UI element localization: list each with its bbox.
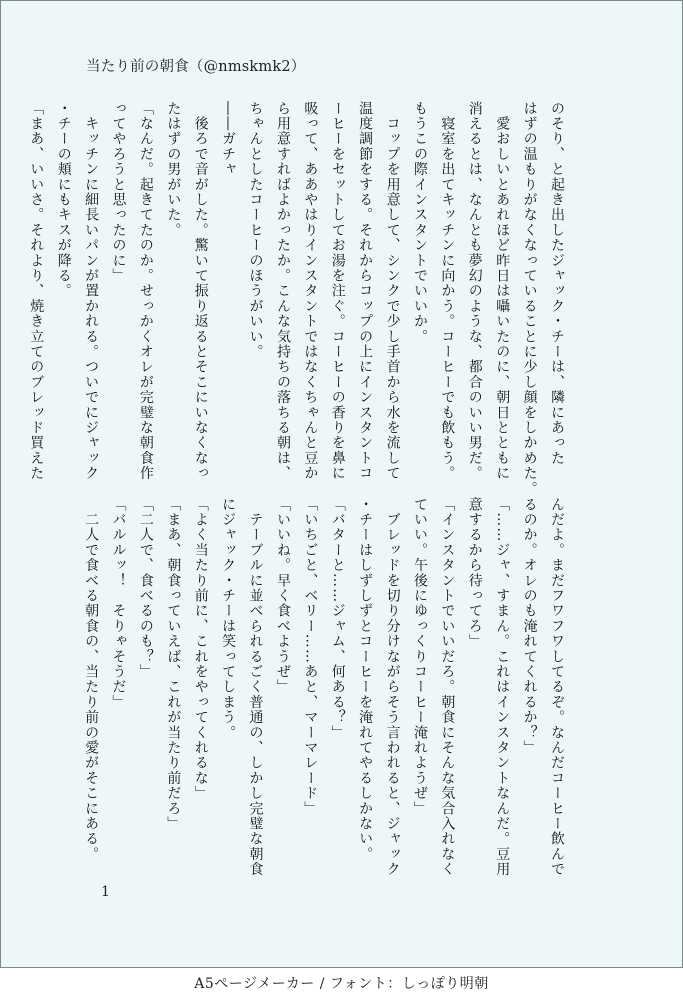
text-line: ていい。午後にゆっくりコーヒー淹れようぜ」 <box>411 497 428 817</box>
text-line: ・チーの頬にもキスが降る。 <box>55 101 72 299</box>
text-line: 「二人で、食べるのも？」 <box>137 497 154 680</box>
text-line: んだよ。まだフワフワしてるぞ。なんだコーヒー飲んで <box>549 497 565 877</box>
text-line: 愛おしいとあれほど昨日は囁いたのに、朝日とともに <box>494 101 511 481</box>
footer-credit: A5ページメーカー / フォント：しっぽり明朝 <box>194 976 489 992</box>
text-line: はずの温もりがなくなっていることに少し顔をしかめた。 <box>521 101 538 497</box>
text-line: 「いちごと、ベリー……あと、マーマレード」 <box>302 497 319 817</box>
upper-text-block <box>22 101 570 497</box>
text-line: 「まあ、いいさ。それより、焼き立てのブレッド買えた <box>28 101 45 481</box>
text-line: ーヒーをセットしてお湯を注ぐ。コーヒーの香りを鼻に <box>329 101 346 481</box>
text-line: たはずの男がいた。 <box>165 101 182 238</box>
text-line: ら用意すればよかったか。こんな気持ちの落ちる朝は、 <box>274 101 291 481</box>
text-line: 「よく当たり前に、これをやってくれるな」 <box>192 497 209 801</box>
text-line: 「バターと……ジャム、何ある？」 <box>329 497 346 741</box>
text-line: 「いいね。早く食べようぜ」 <box>274 497 291 695</box>
text-line: るのか。オレのも淹れてくれるか？」 <box>521 497 538 756</box>
text-line: テーブルに並べられるごく普通の、しかし完璧な朝食 <box>247 497 264 877</box>
text-line: ――ガチャ <box>220 101 237 177</box>
text-line: にジャック・チーは笑ってしまう。 <box>220 497 237 741</box>
text-line: ・チーはしずしずとコーヒーを淹れてやるしかない。 <box>357 497 374 862</box>
text-line: 「……ジャ、すまん。これはインスタントなんだ。豆用 <box>494 497 511 877</box>
text-line: 「インスタントでいいだろ。朝食にそんな気合入れなく <box>439 497 456 877</box>
text-line: 「なんだ。起きてたのか。せっかくオレが完璧な朝食作 <box>137 101 154 481</box>
text-line: 「バルルッ！ そりゃそうだ」 <box>110 497 127 710</box>
text-line: 消えるとは、なんとも夢幻のような、都合のいい男だ。 <box>466 101 483 481</box>
text-line: 意するから待ってろ」 <box>466 497 483 649</box>
text-line: 「まあ、朝食っていえば、これが当たり前だろ」 <box>165 497 182 832</box>
text-line: コップを用意して、シンクで少し手首から水を流して <box>384 101 401 481</box>
text-line: 二人で食べる朝食の、当たり前の愛がそこにある。 <box>83 497 100 862</box>
lower-text-block <box>77 497 570 877</box>
text-line: 吸って、ああやはりインスタントではなくちゃんと豆か <box>302 101 319 481</box>
text-line: もうこの際インスタントでいいか。 <box>411 101 428 345</box>
page-number: 1 <box>101 884 110 900</box>
text-line: ってやろうと思ったのに」 <box>110 101 127 284</box>
text-line: キッチンに細長いパンが置かれる。ついでにジャック <box>83 101 100 481</box>
text-line: 後ろで音がした。驚いて振り返るとそこにいなくなっ <box>192 101 209 481</box>
text-line: ちゃんとしたコーヒーのほうがいい。 <box>247 101 264 360</box>
text-line: 寝室を出てキッチンに向かう。コーヒーでも飲もう。 <box>439 101 456 481</box>
text-line: 温度調節をする。それからコップの上にインスタントコ <box>357 101 374 481</box>
text-line: ブレッドを切り分けながらそう言われると、ジャック <box>384 497 401 877</box>
story-title: 当たり前の朝食（@nmskmk2） <box>86 59 306 75</box>
text-line: のそり、と起き出したジャック・チーは、隣にあった <box>549 101 565 466</box>
